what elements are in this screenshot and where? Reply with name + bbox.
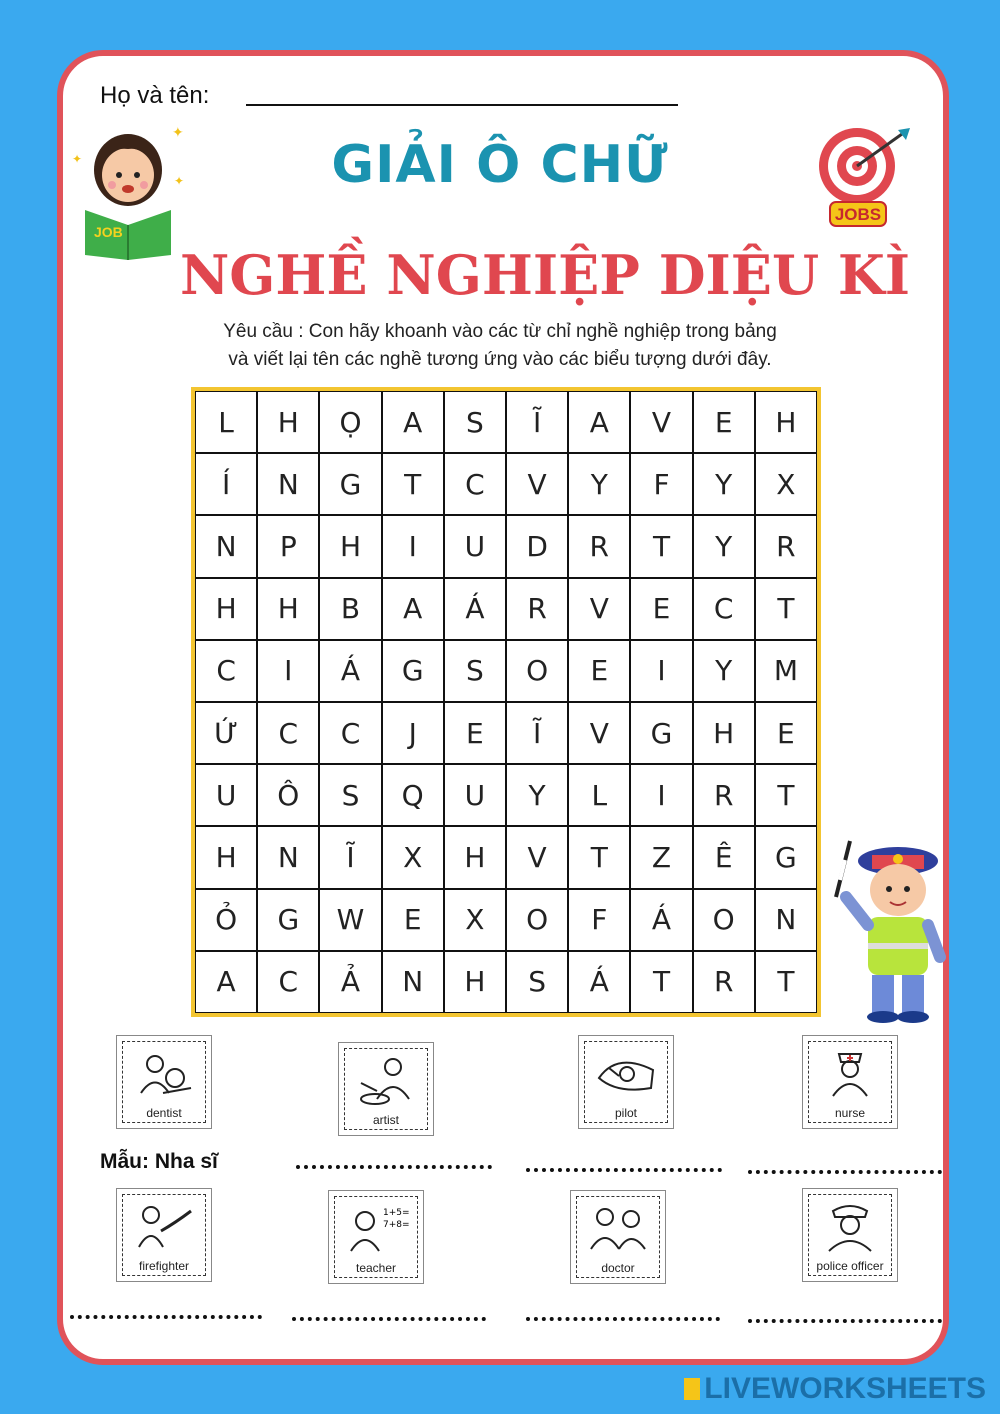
example-answer: Mẫu: Nha sĩ [100,1150,218,1173]
picture-caption: nurse [834,1106,866,1120]
grid-cell[interactable]: Y [693,640,755,702]
grid-cell[interactable]: L [195,391,257,453]
grid-cell[interactable]: Y [506,764,568,826]
grid-cell[interactable]: Ả [319,951,381,1013]
grid-cell[interactable]: C [444,453,506,515]
traffic-officer-illustration [828,835,948,1025]
grid-cell[interactable]: C [319,702,381,764]
grid-cell[interactable]: Á [444,578,506,640]
grid-cell[interactable]: V [568,578,630,640]
picture-caption: police officer [816,1259,884,1273]
grid-cell[interactable]: Y [693,515,755,577]
requirement-line-1: Yêu cầu : Con hãy khoanh vào các từ chỉ nghề nghiệp trong bảng [223,321,777,342]
grid-cell[interactable]: T [755,951,817,1013]
grid-cell[interactable]: Ỏ [195,889,257,951]
answer-line-doctor[interactable] [526,1317,720,1321]
police-officer-picture [802,1188,898,1282]
grid-cell[interactable]: H [693,702,755,764]
grid-cell[interactable]: E [755,702,817,764]
grid-cell[interactable]: A [568,391,630,453]
grid-cell[interactable]: R [506,578,568,640]
grid-cell[interactable]: Q [382,764,444,826]
nurse-picture [802,1035,898,1129]
title-main: NGHỀ NGHIỆP DIỆU KÌ [179,243,911,307]
grid-cell[interactable]: I [257,640,319,702]
grid-cell[interactable]: M [755,640,817,702]
grid-cell[interactable]: H [444,826,506,888]
grid-cell[interactable]: P [257,515,319,577]
name-label: Họ và tên: [100,82,210,109]
grid-cell[interactable]: Í [195,453,257,515]
answer-line-teacher[interactable] [292,1317,486,1321]
grid-cell[interactable]: G [755,826,817,888]
grid-cell[interactable]: E [693,391,755,453]
grid-cell[interactable]: Ĩ [506,702,568,764]
grid-cell[interactable]: I [630,640,692,702]
grid-cell[interactable]: N [257,453,319,515]
grid-cell[interactable]: O [506,640,568,702]
liveworksheets-logo[interactable]: LIVEWORKSHEETS [684,1372,986,1406]
grid-cell[interactable]: T [630,951,692,1013]
grid-cell[interactable]: U [195,764,257,826]
answer-line-artist[interactable] [296,1165,492,1169]
grid-cell[interactable]: N [195,515,257,577]
picture-caption: firefighter [138,1259,190,1273]
grid-cell[interactable]: Á [630,889,692,951]
answer-line-firefighter[interactable] [70,1315,262,1319]
grid-cell[interactable]: Á [568,951,630,1013]
grid-cell[interactable]: F [630,453,692,515]
grid-cell[interactable]: G [257,889,319,951]
grid-cell[interactable]: L [568,764,630,826]
grid-cell[interactable]: N [257,826,319,888]
grid-cell[interactable]: S [319,764,381,826]
grid-cell[interactable]: V [568,702,630,764]
grid-cell[interactable]: C [693,578,755,640]
grid-cell[interactable]: D [506,515,568,577]
grid-cell[interactable]: H [755,391,817,453]
grid-cell[interactable]: H [319,515,381,577]
svg-text:✦: ✦ [174,174,185,188]
grid-cell[interactable]: Y [568,453,630,515]
grid-cell[interactable]: I [382,515,444,577]
grid-cell[interactable]: A [382,391,444,453]
logo-icon [684,1378,700,1400]
grid-cell[interactable]: E [382,889,444,951]
title-top: GIẢI Ô CHỮ [331,135,669,195]
word-search-grid[interactable] [191,387,821,1017]
grid-cell[interactable]: N [755,889,817,951]
svg-text:7+8=: 7+8= [383,1220,410,1230]
girl-reading-illustration [70,115,190,260]
grid-cell[interactable]: V [630,391,692,453]
grid-cell[interactable]: T [755,578,817,640]
grid-cell[interactable]: S [444,391,506,453]
grid-cell[interactable]: R [568,515,630,577]
grid-cell[interactable]: H [444,951,506,1013]
grid-cell[interactable]: E [630,578,692,640]
picture-caption: pilot [614,1106,637,1120]
answer-line-nurse[interactable] [748,1170,942,1174]
svg-text:✦: ✦ [72,152,83,166]
grid-cell[interactable]: Ĩ [506,391,568,453]
firefighter-picture [116,1188,212,1282]
grid-cell[interactable]: S [444,640,506,702]
target-text: JOBS [834,205,882,224]
grid-cell[interactable]: A [195,951,257,1013]
grid-cell[interactable]: Ô [257,764,319,826]
svg-text:1+5=: 1+5= [383,1208,410,1218]
grid-cell[interactable]: H [257,578,319,640]
svg-text:✦: ✦ [172,125,184,141]
answer-line-police-officer[interactable] [748,1319,942,1323]
grid-cell[interactable]: T [755,764,817,826]
grid-cell[interactable]: Ứ [195,702,257,764]
book-text: JOB [94,224,123,240]
grid-cell[interactable]: T [568,826,630,888]
grid-cell[interactable]: A [382,578,444,640]
grid-cell[interactable]: C [257,951,319,1013]
grid-cell[interactable]: T [382,453,444,515]
grid-cell[interactable]: E [444,702,506,764]
grid-cell[interactable]: Y [693,453,755,515]
name-input-line[interactable] [246,104,678,106]
grid-cell[interactable]: S [506,951,568,1013]
grid-cell[interactable]: H [257,391,319,453]
answer-line-pilot[interactable] [526,1168,722,1172]
grid-cell[interactable]: N [382,951,444,1013]
grid-cell[interactable]: H [195,826,257,888]
grid-cell[interactable]: R [755,515,817,577]
picture-caption: dentist [146,1106,182,1120]
grid-cell[interactable]: X [755,453,817,515]
grid-cell[interactable]: Ĩ [319,826,381,888]
grid-cell[interactable]: C [195,640,257,702]
teacher-picture [328,1190,424,1284]
grid-cell[interactable]: Ọ [319,391,381,453]
grid-cell[interactable]: Á [319,640,381,702]
artist-picture [338,1042,434,1136]
grid-cell[interactable]: R [693,764,755,826]
grid-cell[interactable]: B [319,578,381,640]
grid-cell[interactable]: H [195,578,257,640]
pilot-picture [578,1035,674,1129]
grid-cell[interactable]: X [382,826,444,888]
grid-cell[interactable]: X [444,889,506,951]
grid-cell[interactable]: R [693,951,755,1013]
grid-cell[interactable]: I [630,764,692,826]
grid-cell[interactable]: C [257,702,319,764]
grid-cell[interactable]: G [630,702,692,764]
grid-cell[interactable]: O [693,889,755,951]
grid-cell[interactable]: Ê [693,826,755,888]
grid-cell[interactable]: W [319,889,381,951]
grid-cell[interactable]: V [506,453,568,515]
grid-cell[interactable]: F [568,889,630,951]
grid-cell[interactable]: J [382,702,444,764]
grid-cell[interactable]: T [630,515,692,577]
doctor-picture [570,1190,666,1284]
grid-cell[interactable]: Z [630,826,692,888]
grid-cell[interactable]: G [319,453,381,515]
picture-caption: teacher [355,1261,397,1275]
requirement-line-2: và viết lại tên các nghề tương ứng vào các biểu tượng dưới đây. [228,349,772,370]
grid-cell[interactable]: E [568,640,630,702]
grid-cell[interactable]: G [382,640,444,702]
grid-cell[interactable]: U [444,764,506,826]
dentist-picture [116,1035,212,1129]
picture-caption: artist [372,1113,399,1127]
grid-cell[interactable]: O [506,889,568,951]
grid-cell[interactable]: U [444,515,506,577]
target-jobs-illustration [802,118,922,233]
picture-caption: doctor [601,1261,635,1275]
grid-cell[interactable]: V [506,826,568,888]
